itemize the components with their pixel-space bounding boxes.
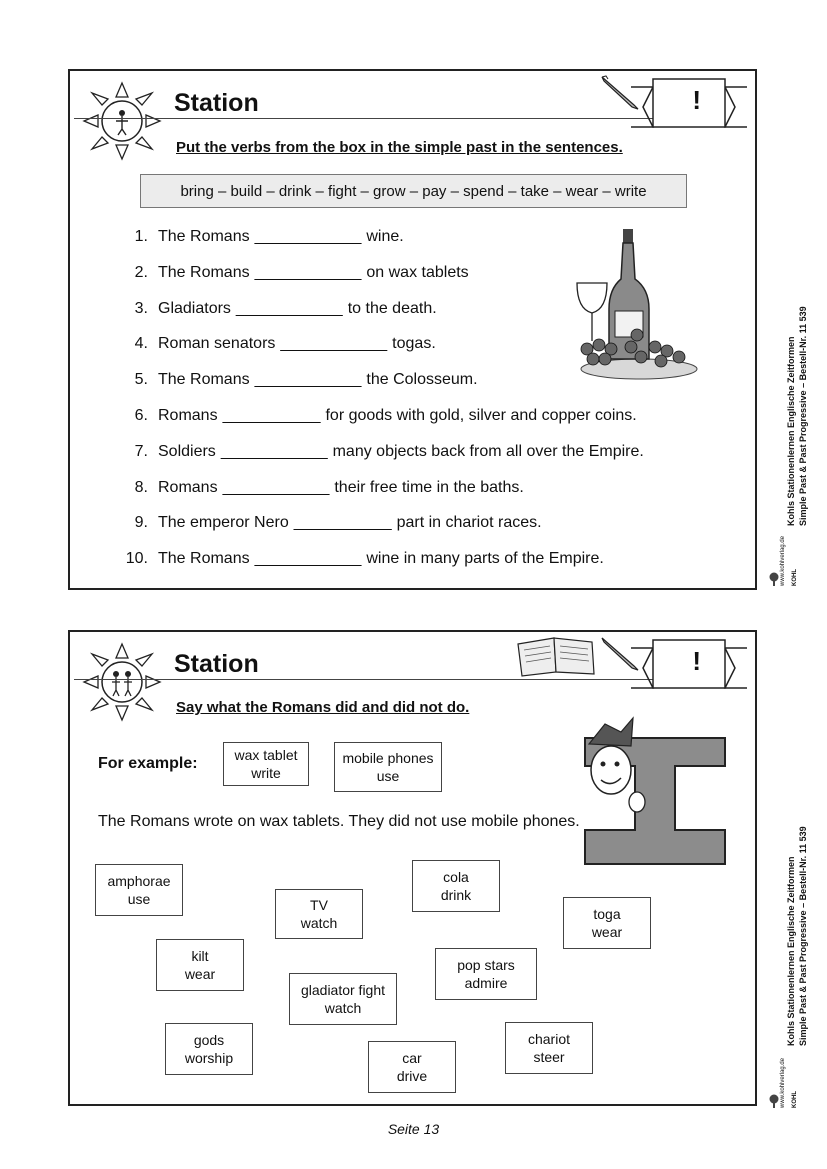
ribbon-banner-icon [629,638,749,694]
box-line1: wax tablet [234,747,298,763]
prompt-box [505,1022,593,1074]
sentence-end: for goods with gold, silver and copper coins. [325,406,637,424]
box-line2: steer [533,1049,565,1065]
box-line2: wear [184,966,216,982]
example-box [223,742,309,786]
sentence-end: the Colosseum. [366,371,478,389]
sidebar-series: Kohls Stationenlernen Englische Zeitformen [786,856,796,1046]
open-book-icon [514,634,598,678]
sentence-start: Gladiators [158,299,231,317]
title-divider [74,679,670,680]
sidebar-order: Simple Past & Past Progressive – Bestell-Nr. 11 539 [798,826,808,1046]
station-title: Station [174,89,259,117]
box-line1: gladiator fight [300,982,386,998]
num: 9. [134,514,148,532]
sidebar-logo: KOHL [792,569,798,586]
sentence-item [118,228,649,264]
sentence-item [118,335,649,371]
num: 7. [134,442,148,460]
prompt-box [95,864,183,916]
num: 4. [134,335,148,353]
sentence-item [118,300,649,336]
prompt-box [563,897,651,949]
prompt-box [156,939,244,991]
banner-exclamation: ! [692,85,701,115]
publisher-sidebar [780,280,820,590]
box-line2: write [251,765,281,781]
box-line1: mobile phones [342,750,434,766]
sentence-end: wine. [366,228,404,245]
box-line1: car [402,1050,422,1066]
box-line2: watch [300,915,338,931]
page-number: Seite 13 [387,1121,440,1137]
answer-blank: ____________ [280,335,388,353]
sentence-start: Soldiers [158,442,216,460]
prompt-box [412,860,500,912]
sentence-start: The Romans [158,228,250,245]
sentence-item [118,550,649,586]
prompt-box [435,948,537,1000]
box-line1: gods [193,1032,225,1048]
instruction-text: Put the verbs from the box in the simple past in the sentences. [176,139,623,156]
station-card-verbs [68,69,757,590]
answer-blank: ____________ [254,371,362,389]
sidebar-url: www.kohlverlag.de [780,535,786,586]
sidebar-url: www.kohlverlag.de [780,1057,786,1108]
sentence-start: Romans [158,478,218,496]
prompt-box [289,973,397,1025]
prompt-box [368,1041,456,1093]
num: 5. [134,371,148,389]
station-title: Station [174,650,259,678]
title-divider [74,118,670,119]
for-example-label: For example: [98,755,198,772]
box-line2: wear [591,924,623,940]
sentence-end: wine in many parts of the Empire. [366,550,604,568]
box-line1: TV [310,897,328,913]
box-line2: drink [440,887,472,903]
sentence-item [118,479,649,515]
ribbon-banner-icon [629,77,749,133]
verb-word-box: bring – build – drink – fight – grow – pay – spend – take – wear – write [140,174,687,208]
prompt-box [275,889,363,939]
box-line1: cola [443,869,469,885]
sentence-list [118,228,649,586]
sidebar-order: Simple Past & Past Progressive – Bestell-Nr. 11 539 [798,306,808,526]
sentence-end: on wax tablets [366,263,469,281]
sentence-start: The Romans [158,263,250,281]
sentence-start: Romans [158,406,218,424]
sidebar-logo: KOHL [792,1091,798,1108]
num: 2. [134,263,148,281]
num: 8. [134,478,148,496]
num: 1. [134,228,148,245]
sentence-end: many objects back from all over the Empire. [332,442,644,460]
sentence-end: part in chariot races. [396,514,542,532]
answer-blank: ____________ [254,228,362,245]
answer-blank: ____________ [254,263,362,281]
banner-exclamation: ! [692,646,701,676]
answer-blank: ____________ [235,299,343,317]
letter-i-roman-figure-icon [575,714,735,884]
example-box [334,742,442,792]
sun-emblem-icon [72,75,172,175]
sentence-item [118,371,649,407]
sun-emblem-icon [72,636,172,736]
sentence-start: The Romans [158,371,250,389]
publisher-sidebar [780,790,820,1110]
box-line1: chariot [527,1031,571,1047]
sentence-start: The emperor Nero [158,514,289,532]
box-line2: drive [396,1068,428,1084]
sentence-start: The Romans [158,550,250,568]
tree-logo-icon [768,572,780,586]
station-card-romans [68,630,757,1106]
answer-blank: ___________ [293,514,392,532]
sidebar-series: Kohls Stationenlernen Englische Zeitformen [786,336,796,526]
tree-logo-icon [768,1094,780,1108]
example-sentence: The Romans wrote on wax tablets. They did not use mobile phones. [98,813,580,830]
wine-bottle-grapes-icon [575,229,703,389]
box-line2: watch [324,1000,362,1016]
answer-blank: ____________ [222,478,330,496]
answer-blank: ____________ [254,550,362,568]
sentence-end: their free time in the baths. [334,478,524,496]
box-line2: use [376,768,400,784]
prompt-box [165,1023,253,1075]
box-line1: kilt [191,948,209,964]
answer-blank: ____________ [220,442,328,460]
sentence-start: Roman senators [158,335,276,353]
box-line1: amphorae [107,873,171,889]
answer-blank: ___________ [222,406,321,424]
box-line2: admire [464,975,508,991]
num: 10. [125,550,148,568]
box-line1: pop stars [457,957,515,973]
box-line2: use [127,891,151,907]
sentence-item [118,264,649,300]
num: 3. [134,299,148,317]
instruction-text: Say what the Romans did and did not do. [176,699,470,716]
sentence-end: togas. [392,335,436,353]
sentence-end: to the death. [347,299,437,317]
num: 6. [134,406,148,424]
box-line2: worship [184,1050,234,1066]
sentence-item [118,407,649,443]
sentence-item [118,443,649,479]
sentence-item [118,514,649,550]
box-line1: toga [593,906,621,922]
